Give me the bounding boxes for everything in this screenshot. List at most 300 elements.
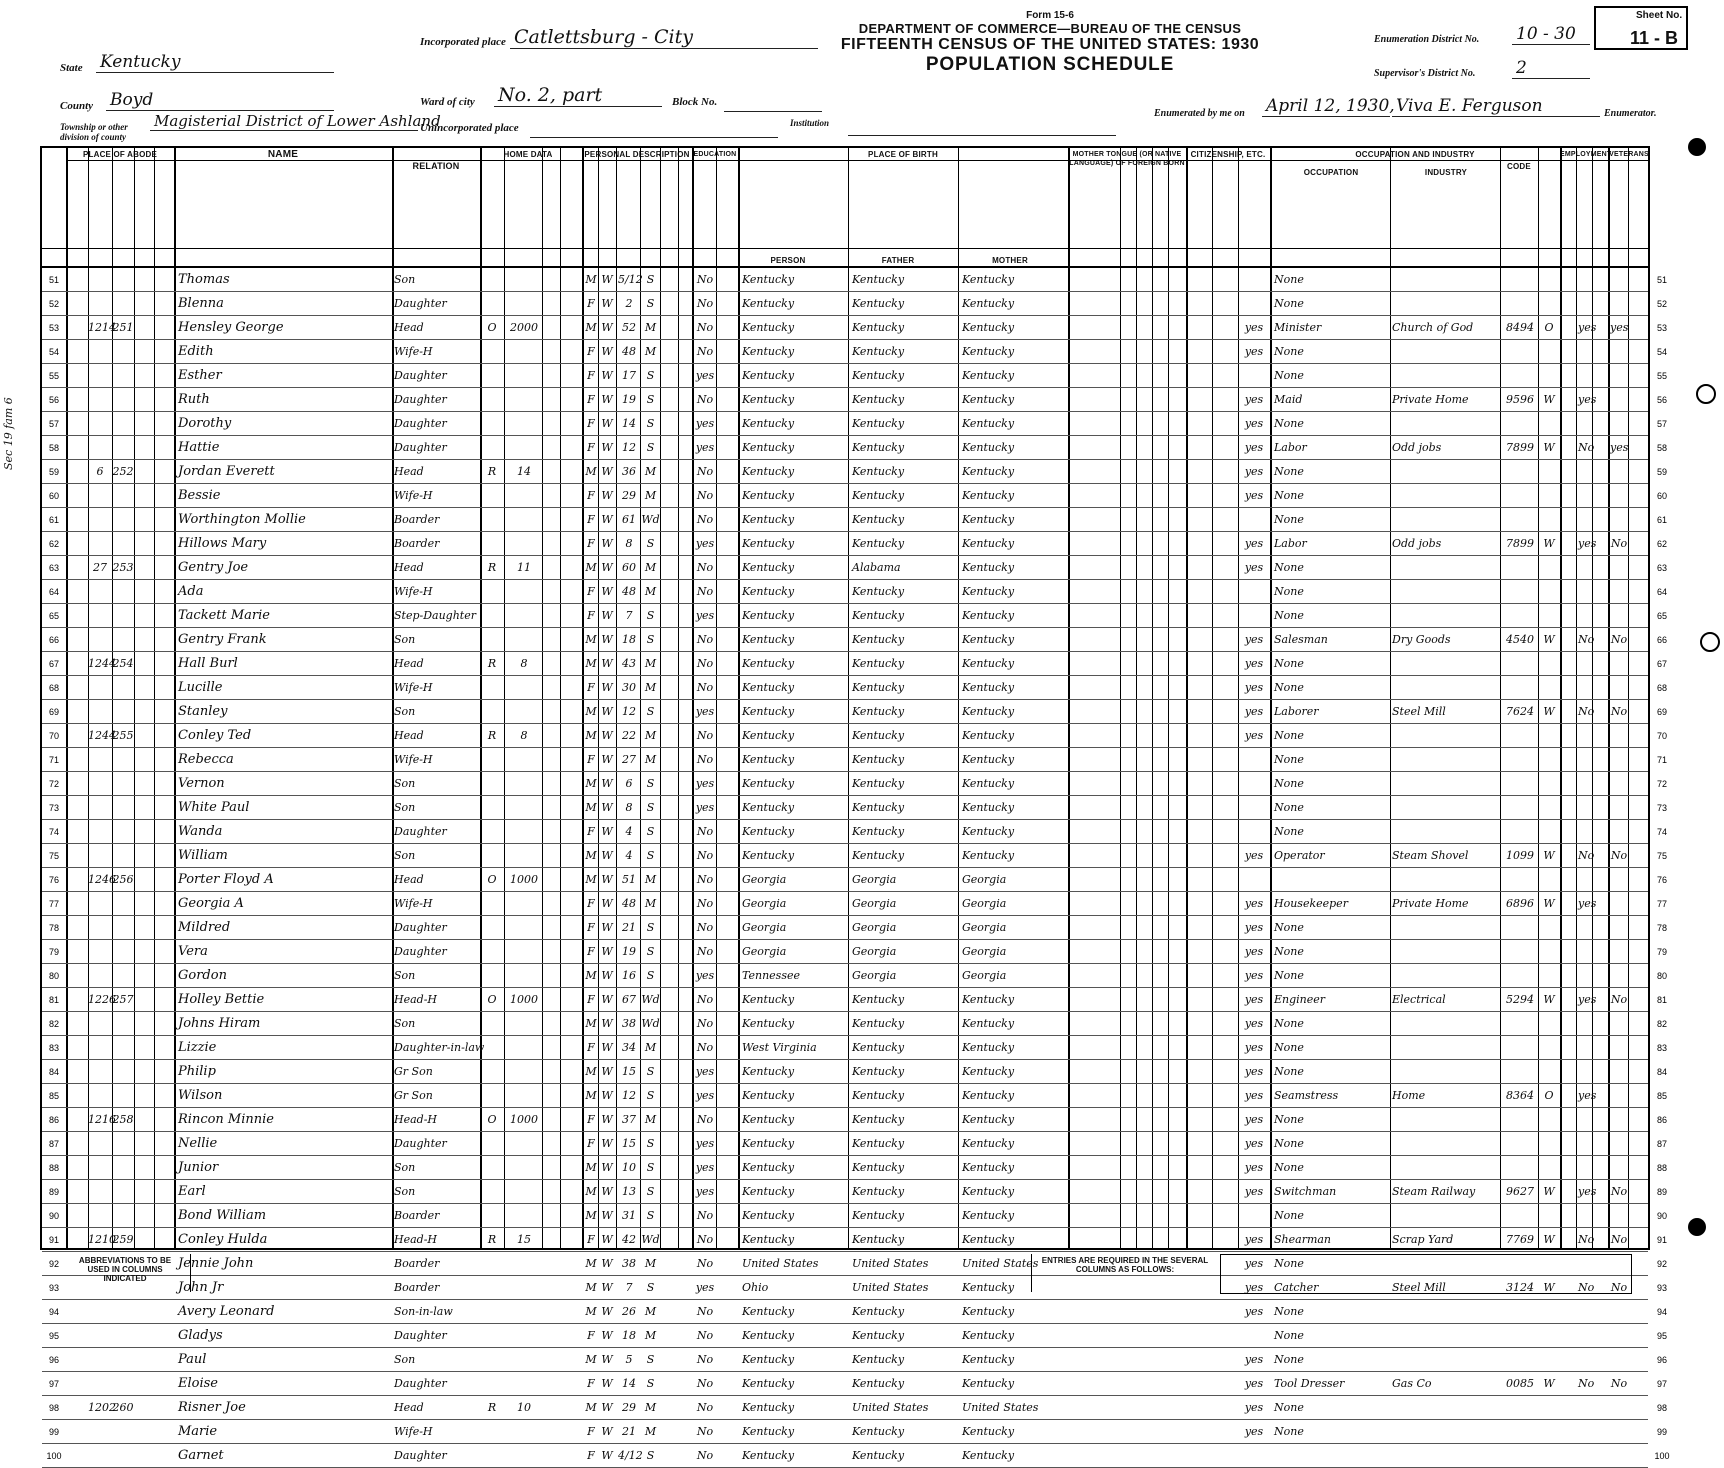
line-number-right: 70 xyxy=(1656,731,1667,741)
line-number: 91 xyxy=(48,1235,59,1245)
cell-pob-person: United States xyxy=(742,1257,819,1270)
cell-occupation: Engineer xyxy=(1274,993,1326,1006)
cell-pob-person: Kentucky xyxy=(742,993,795,1006)
cell-occupation: None xyxy=(1274,369,1304,382)
cell-industry xyxy=(1392,869,1498,891)
subhead-mother: MOTHER xyxy=(992,256,1028,265)
cell-worker: W xyxy=(1543,633,1555,646)
cell-veteran xyxy=(1610,821,1628,843)
cell-race: W xyxy=(601,1041,613,1054)
cell-family xyxy=(112,1349,134,1371)
cell-occupation: None xyxy=(1274,801,1304,814)
cell-relation: Daughter xyxy=(394,297,447,310)
cell-value xyxy=(506,821,542,843)
cell-sex: F xyxy=(587,297,595,310)
cell-marital: S xyxy=(646,969,655,982)
cell-occ-code: 9596 xyxy=(1506,393,1534,406)
cell-name: Holley Bettie xyxy=(178,992,265,1007)
cell-name: Rebecca xyxy=(178,752,234,767)
cell-tenure xyxy=(482,1013,502,1035)
cell-school: No xyxy=(696,825,714,838)
cell-veteran xyxy=(1610,1037,1628,1059)
cell-work xyxy=(1578,1325,1592,1347)
cell-dwelling xyxy=(88,1061,112,1083)
cell-relation: Head-H xyxy=(394,993,438,1006)
cell-dwelling xyxy=(88,413,112,435)
cell-worker xyxy=(1540,773,1558,795)
block-value xyxy=(724,94,822,112)
cell-industry xyxy=(1392,509,1498,531)
cell-dwelling xyxy=(88,341,112,363)
cell-occ-code xyxy=(1502,365,1538,387)
cell-tenure xyxy=(482,533,502,555)
cell-pob-mother: Georgia xyxy=(962,945,1007,958)
cell-relation: Son xyxy=(394,633,416,646)
group-name: NAME xyxy=(267,149,299,160)
cell-name: Gentry Frank xyxy=(178,632,267,647)
cell-family xyxy=(112,533,134,555)
cell-worker: O xyxy=(1544,1089,1554,1102)
cell-english: yes xyxy=(1244,1281,1264,1294)
cell-occ-code xyxy=(1502,1349,1538,1371)
cell-pob-person: Kentucky xyxy=(742,1401,795,1414)
cell-tenure xyxy=(482,605,502,627)
cell-family xyxy=(112,1061,134,1083)
cell-pob-father: Kentucky xyxy=(852,681,905,694)
cell-english: yes xyxy=(1244,465,1264,478)
cell-tenure xyxy=(482,797,502,819)
cell-school: No xyxy=(696,585,714,598)
cell-english: yes xyxy=(1244,1017,1264,1030)
subhead-code: CODE xyxy=(1507,162,1531,171)
cell-pob-person: Kentucky xyxy=(742,513,795,526)
cell-race: W xyxy=(601,1185,613,1198)
table-row xyxy=(42,1108,1667,1132)
cell-pob-father: Alabama xyxy=(852,561,901,574)
cell-school: No xyxy=(696,1233,714,1246)
cell-age: 6 xyxy=(625,777,633,790)
cell-family xyxy=(112,437,134,459)
cell-worker: W xyxy=(1543,441,1555,454)
cell-pob-father: Kentucky xyxy=(852,1089,905,1102)
line-number: 99 xyxy=(48,1427,59,1437)
cell-veteran xyxy=(1610,365,1628,387)
cell-value xyxy=(506,413,542,435)
cell-age: 10 xyxy=(622,1161,636,1174)
cell-relation: Boarder xyxy=(394,513,440,526)
cell-pob-mother: Kentucky xyxy=(962,465,1015,478)
cell-name: Earl xyxy=(178,1184,206,1199)
cell-work xyxy=(1578,773,1592,795)
cell-occupation: None xyxy=(1274,585,1304,598)
cell-race: W xyxy=(601,681,613,694)
cell-sex: F xyxy=(587,1425,595,1438)
line-number-right: 92 xyxy=(1656,1259,1667,1269)
cell-english: yes xyxy=(1244,1425,1264,1438)
cell-name: Gentry Joe xyxy=(178,560,249,575)
cell-school: yes xyxy=(695,1137,715,1150)
cell-pob-person: Georgia xyxy=(742,945,787,958)
cell-marital: S xyxy=(646,1185,655,1198)
cell-sex: F xyxy=(587,1377,595,1390)
cell-family xyxy=(112,581,134,603)
cell-english: yes xyxy=(1244,1377,1264,1390)
line-number-right: 58 xyxy=(1656,443,1667,453)
cell-english: yes xyxy=(1244,1161,1264,1174)
line-number: 97 xyxy=(48,1379,59,1389)
cell-family: 260 xyxy=(112,1401,134,1414)
cell-occ-code: 6896 xyxy=(1506,897,1534,910)
cell-industry: Steam Shovel xyxy=(1392,849,1469,862)
cell-marital: S xyxy=(646,273,655,286)
cell-school: No xyxy=(696,489,714,502)
cell-occ-code xyxy=(1502,605,1538,627)
cell-family xyxy=(112,1037,134,1059)
cell-age: 12 xyxy=(622,705,636,718)
cell-pob-mother: Kentucky xyxy=(962,1353,1015,1366)
table-row xyxy=(42,484,1667,508)
cell-work xyxy=(1578,1421,1592,1443)
cell-pob-father: Kentucky xyxy=(852,753,905,766)
cell-veteran: No xyxy=(1610,1377,1628,1390)
cell-work xyxy=(1578,413,1592,435)
cell-relation: Son xyxy=(394,1017,416,1030)
cell-work: No xyxy=(1578,441,1595,454)
cell-pob-mother: Kentucky xyxy=(962,513,1015,526)
cell-school: yes xyxy=(695,777,715,790)
cell-tenure: R xyxy=(487,561,497,574)
cell-sex: F xyxy=(587,1113,595,1126)
line-number: 76 xyxy=(48,875,59,885)
cell-family xyxy=(112,341,134,363)
cell-pob-father: Kentucky xyxy=(852,537,905,550)
cell-worker: W xyxy=(1543,537,1555,550)
line-number-right: 99 xyxy=(1656,1427,1667,1437)
cell-pob-person: Kentucky xyxy=(742,681,795,694)
table-row xyxy=(42,1228,1667,1252)
cell-relation: Son xyxy=(394,705,416,718)
cell-pob-father: Kentucky xyxy=(852,1065,905,1078)
cell-work xyxy=(1578,1109,1592,1131)
cell-school: No xyxy=(696,273,714,286)
table-row xyxy=(42,652,1667,676)
cell-family xyxy=(112,701,134,723)
cell-occupation: Salesman xyxy=(1274,633,1328,646)
cell-occupation: None xyxy=(1274,1305,1304,1318)
cell-age: 8 xyxy=(625,801,633,814)
cell-occ-code: 7624 xyxy=(1506,705,1534,718)
table-row xyxy=(42,964,1667,988)
cell-occupation: None xyxy=(1274,1401,1304,1414)
cell-english xyxy=(1240,749,1268,771)
cell-english: yes xyxy=(1244,993,1264,1006)
cell-industry xyxy=(1392,821,1498,843)
cell-worker: W xyxy=(1543,849,1555,862)
cell-dwelling xyxy=(88,389,112,411)
cell-occupation: None xyxy=(1274,513,1304,526)
cell-name: Jennie John xyxy=(178,1256,254,1271)
cell-work xyxy=(1578,1397,1592,1419)
cell-worker: W xyxy=(1543,1281,1555,1294)
line-number-right: 66 xyxy=(1656,635,1667,645)
cell-race: W xyxy=(601,921,613,934)
cell-relation: Daughter xyxy=(394,1449,447,1462)
cell-pob-father: Kentucky xyxy=(852,1329,905,1342)
cell-dwelling: 6 xyxy=(96,465,104,478)
cell-occupation: Minister xyxy=(1274,321,1322,334)
cell-marital: M xyxy=(644,585,657,598)
cell-occ-code: 4540 xyxy=(1506,633,1534,646)
cell-occupation xyxy=(1274,869,1388,891)
cell-pob-mother: Kentucky xyxy=(962,1113,1015,1126)
cell-value xyxy=(506,893,542,915)
cell-work xyxy=(1578,1133,1592,1155)
cell-worker xyxy=(1540,365,1558,387)
line-number-right: 60 xyxy=(1656,491,1667,501)
line-number: 81 xyxy=(48,995,59,1005)
cell-occ-code xyxy=(1502,677,1538,699)
cell-pob-person: Ohio xyxy=(742,1281,769,1294)
line-number-right: 86 xyxy=(1656,1115,1667,1125)
cell-name: White Paul xyxy=(178,800,250,815)
cell-family xyxy=(112,1085,134,1107)
cell-pob-person: Kentucky xyxy=(742,1017,795,1030)
cell-work xyxy=(1578,749,1592,771)
cell-relation: Gr Son xyxy=(394,1065,433,1078)
cell-dwelling xyxy=(88,581,112,603)
cell-age: 43 xyxy=(622,657,636,670)
cell-pob-person: Kentucky xyxy=(742,633,795,646)
cell-pob-father: Kentucky xyxy=(852,273,905,286)
cell-work: No xyxy=(1578,1233,1595,1246)
cell-pob-mother: United States xyxy=(962,1257,1039,1270)
cell-dwelling xyxy=(88,941,112,963)
cell-name: Garnet xyxy=(178,1448,224,1463)
cell-occ-code xyxy=(1502,869,1538,891)
cell-value xyxy=(506,845,542,867)
cell-occ-code xyxy=(1502,461,1538,483)
cell-occ-code xyxy=(1502,773,1538,795)
cell-work xyxy=(1578,1037,1592,1059)
cell-age: 51 xyxy=(622,873,636,886)
cell-sex: F xyxy=(587,585,595,598)
cell-veteran xyxy=(1610,1061,1628,1083)
cell-occupation: None xyxy=(1274,1353,1304,1366)
cell-marital: S xyxy=(646,945,655,958)
cell-race: W xyxy=(601,1161,613,1174)
cell-occ-code: 1099 xyxy=(1506,849,1534,862)
cell-name: Thomas xyxy=(178,272,230,287)
cell-marital: S xyxy=(646,705,655,718)
cell-veteran xyxy=(1610,869,1628,891)
table-row xyxy=(42,1348,1667,1372)
cell-occ-code xyxy=(1502,1037,1538,1059)
cell-dwelling xyxy=(88,773,112,795)
cell-industry xyxy=(1392,293,1498,315)
cell-industry: Church of God xyxy=(1392,321,1474,334)
cell-pob-person: Kentucky xyxy=(742,1353,795,1366)
cell-pob-person: Kentucky xyxy=(742,1065,795,1078)
table-row xyxy=(42,868,1667,892)
line-number-right: 81 xyxy=(1656,995,1667,1005)
cell-family xyxy=(112,389,134,411)
cell-marital: S xyxy=(646,1449,655,1462)
cell-pob-mother: Kentucky xyxy=(962,321,1015,334)
cell-age: 31 xyxy=(622,1209,636,1222)
line-number-right: 62 xyxy=(1656,539,1667,549)
cell-occupation: None xyxy=(1274,1425,1304,1438)
cell-worker xyxy=(1540,869,1558,891)
cell-race: W xyxy=(601,1209,613,1222)
cell-value: 2000 xyxy=(510,321,538,334)
cell-occ-code: 8494 xyxy=(1506,321,1534,334)
cell-relation: Daughter xyxy=(394,1329,447,1342)
cell-industry xyxy=(1392,461,1498,483)
cell-name: Georgia A xyxy=(178,896,244,911)
cell-sex: F xyxy=(587,345,595,358)
cell-race: W xyxy=(601,1017,613,1030)
cell-worker xyxy=(1540,1037,1558,1059)
cell-tenure xyxy=(482,773,502,795)
cell-occ-code xyxy=(1502,581,1538,603)
cell-dwelling xyxy=(88,293,112,315)
cell-sex: F xyxy=(587,369,595,382)
line-number-right: 54 xyxy=(1656,347,1667,357)
cell-race: W xyxy=(601,369,613,382)
cell-veteran: No xyxy=(1610,537,1628,550)
county-label: County xyxy=(60,100,94,112)
cell-relation: Wife-H xyxy=(394,681,433,694)
cell-veteran: No xyxy=(1610,1281,1628,1294)
cell-age: 18 xyxy=(622,1329,636,1342)
cell-pob-mother: Kentucky xyxy=(962,1329,1015,1342)
cell-school: No xyxy=(696,1209,714,1222)
cell-school: yes xyxy=(695,969,715,982)
table-row xyxy=(42,532,1667,556)
township-value: Magisterial District of Lower Ashland xyxy=(150,112,418,131)
cell-age: 13 xyxy=(622,1185,636,1198)
cell-worker xyxy=(1540,1157,1558,1179)
cell-pob-mother: Kentucky xyxy=(962,273,1015,286)
line-number: 85 xyxy=(48,1091,59,1101)
cell-school: No xyxy=(696,681,714,694)
cell-relation: Wife-H xyxy=(394,753,433,766)
cell-pob-mother: Kentucky xyxy=(962,609,1015,622)
cell-pob-person: Kentucky xyxy=(742,417,795,430)
line-number: 86 xyxy=(48,1115,59,1125)
table-row xyxy=(42,604,1667,628)
cell-race: W xyxy=(601,1137,613,1150)
cell-family xyxy=(112,485,134,507)
line-number: 92 xyxy=(48,1259,59,1269)
cell-dwelling xyxy=(88,629,112,651)
cell-family xyxy=(112,677,134,699)
cell-relation: Son xyxy=(394,801,416,814)
cell-pob-father: Kentucky xyxy=(852,489,905,502)
enumerated-date: April 12, 1930, xyxy=(1262,96,1390,117)
cell-marital: S xyxy=(646,417,655,430)
cell-sex: M xyxy=(585,1065,597,1078)
cell-english xyxy=(1240,1445,1268,1467)
cell-occupation: None xyxy=(1274,1113,1304,1126)
cell-pob-father: Kentucky xyxy=(852,393,905,406)
cell-work: yes xyxy=(1578,321,1597,334)
cell-pob-person: Kentucky xyxy=(742,1449,795,1462)
cell-occ-code xyxy=(1502,1133,1538,1155)
cell-work xyxy=(1578,1301,1592,1323)
cell-industry: Steam Railway xyxy=(1392,1185,1476,1198)
cell-occ-code xyxy=(1502,1301,1538,1323)
cell-marital: M xyxy=(644,465,657,478)
cell-pob-mother: Kentucky xyxy=(962,1377,1015,1390)
cell-pob-father: Kentucky xyxy=(852,657,905,670)
cell-pob-person: Kentucky xyxy=(742,489,795,502)
cell-english: yes xyxy=(1244,1137,1264,1150)
cell-name: Porter Floyd A xyxy=(178,872,274,887)
cell-race: W xyxy=(601,825,613,838)
cell-pob-father: Kentucky xyxy=(852,345,905,358)
subhead-father: FATHER xyxy=(881,256,915,265)
cell-value xyxy=(506,341,542,363)
line-number: 55 xyxy=(48,371,59,381)
cell-family xyxy=(112,1013,134,1035)
cell-marital: S xyxy=(646,825,655,838)
cell-work: No xyxy=(1578,849,1595,862)
cell-pob-mother: Kentucky xyxy=(962,849,1015,862)
line-number: 89 xyxy=(48,1187,59,1197)
cell-relation: Head xyxy=(394,321,424,334)
cell-industry: Odd jobs xyxy=(1392,441,1442,454)
line-number-right: 77 xyxy=(1656,899,1667,909)
cell-dwelling xyxy=(88,893,112,915)
cell-relation: Boarder xyxy=(394,537,440,550)
cell-tenure xyxy=(482,1085,502,1107)
cell-sex: F xyxy=(587,1137,595,1150)
cell-tenure xyxy=(482,1445,502,1467)
cell-industry: Odd jobs xyxy=(1392,537,1442,550)
line-number: 84 xyxy=(48,1067,59,1077)
cell-relation: Daughter xyxy=(394,825,447,838)
cell-dwelling: 1244 xyxy=(88,729,116,742)
cell-industry: Private Home xyxy=(1392,897,1469,910)
cell-dwelling xyxy=(88,485,112,507)
cell-industry xyxy=(1392,413,1498,435)
table-row xyxy=(42,1444,1670,1468)
cell-dwelling xyxy=(88,797,112,819)
cell-race: W xyxy=(601,873,613,886)
cell-occ-code xyxy=(1502,1421,1538,1443)
cell-school: No xyxy=(696,1257,714,1270)
cell-name: John Jr xyxy=(178,1280,224,1295)
line-number: 58 xyxy=(48,443,59,453)
group-place-of-abode: PLACE OF ABODE xyxy=(82,150,158,159)
table-row xyxy=(42,724,1667,748)
cell-name: Conley Ted xyxy=(178,728,252,743)
census-title: FIFTEENTH CENSUS OF THE UNITED STATES: 1930 xyxy=(840,36,1260,53)
cell-pob-mother: Kentucky xyxy=(962,1089,1015,1102)
cell-english: yes xyxy=(1244,681,1264,694)
line-number: 79 xyxy=(48,947,59,957)
cell-school: No xyxy=(696,345,714,358)
cell-marital: S xyxy=(646,1353,655,1366)
cell-value xyxy=(506,773,542,795)
cell-pob-person: Kentucky xyxy=(742,1113,795,1126)
cell-occupation: None xyxy=(1274,609,1304,622)
cell-pob-father: United States xyxy=(852,1257,929,1270)
cell-industry xyxy=(1392,1109,1498,1131)
cell-veteran xyxy=(1610,941,1628,963)
cell-marital: M xyxy=(644,345,657,358)
